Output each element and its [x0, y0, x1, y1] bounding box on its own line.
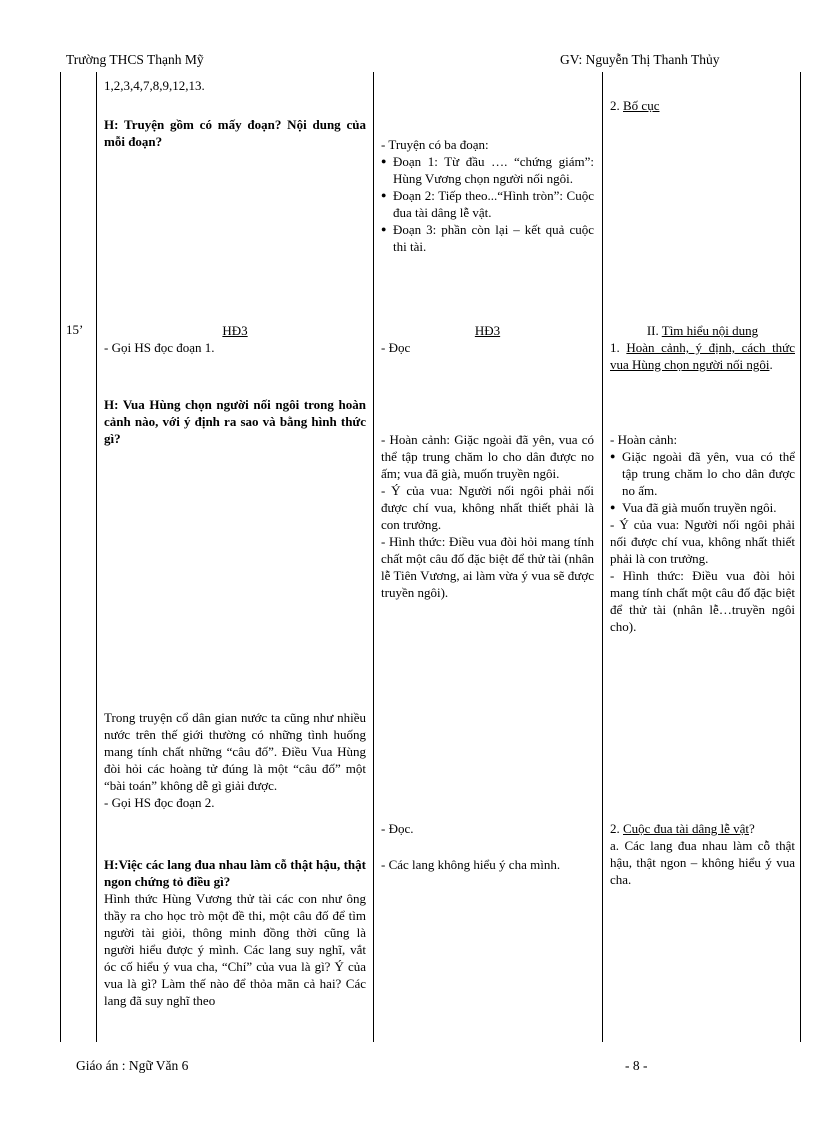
answer-intent: - Ý của vua: Người nối ngôi phải nối được chí vua, không nhất thiết phải là con trưởng.	[381, 483, 594, 532]
structure-bullet-2: ● Đoạn 2: Tiếp theo...“Hình tròn”: Cuộc đua tài dâng lễ vật.	[381, 187, 594, 221]
sub-2a: a. Các lang đua nhau làm cỗ thật hậu, thật ngon – không hiểu ý vua cha.	[610, 838, 795, 887]
table-border-left	[60, 72, 61, 1042]
student-activity	[381, 322, 594, 356]
table-divider-1	[96, 72, 97, 1042]
teacher-line-top: 1,2,3,4,7,8,9,12,13.	[104, 78, 205, 93]
circumstance-bullet-1: ● Giặc ngoài đã yên, vua có thể tập trung chăm lo cho dân được no ấm.	[610, 448, 795, 499]
answer-form: - Hình thức: Điều vua đòi hỏi mang tính chất một câu đố đặc biệt để thử tài (nhân lễ Tiên Vương, ai làm vừa ý vua sẽ được truyền ngôi).	[381, 534, 594, 600]
table-border-right	[800, 72, 801, 1042]
table-divider-2	[373, 72, 374, 1042]
student-answer-competition: - Các lang không hiểu ý cha mình.	[381, 857, 561, 872]
content-intent: - Ý của vua: Người nối ngôi phải nối được chí vua, không nhất thiết phải là con trưởng.	[610, 517, 795, 566]
question-competition: H:Việc các lang đua nhau làm cỗ thật hậu, thật ngon chứng tỏ điều gì?	[104, 857, 366, 889]
content-section-title: II. Tìm hiểu nội dung	[646, 323, 759, 338]
structure-bullets	[381, 153, 594, 255]
circumstance-bullet-2: ● Vua đã già muốn truyền ngôi.	[610, 499, 795, 516]
content-sub-1: 1. Hoàn cảnh, ý định, cách thức vua Hùng chọn người nối ngôi.	[610, 340, 795, 372]
content-circumstance	[610, 431, 795, 635]
sub-1-text: Hoàn cảnh, ý định, cách thức vua Hùng chọn người nối ngôi	[610, 340, 795, 372]
teacher-activity	[104, 322, 366, 356]
teacher-question-2-block	[104, 856, 366, 1009]
table-divider-3	[602, 72, 603, 1042]
circumstance-label: - Hoàn cảnh:	[610, 432, 678, 447]
circumstance-bullets	[610, 448, 795, 516]
student-activity-title: HĐ3	[474, 323, 501, 338]
header-teacher: GV: Nguyễn Thị Thanh Thủy	[560, 52, 720, 67]
sub-2-heading: 2. Cuộc đua tài dâng lễ vật?	[610, 821, 755, 836]
content-sub-2	[610, 820, 795, 888]
question-circumstance: H: Vua Hùng chọn người nối ngôi trong hoàn cảnh nào, với ý định ra sao và bằng hình thức gì?	[104, 397, 366, 446]
footer-page-number: - 8 -	[625, 1058, 648, 1073]
teacher-activity-title: HĐ3	[222, 323, 248, 338]
teacher-instruction-2: - Gọi HS đọc đoạn 2.	[104, 795, 215, 810]
sub-2-text: Cuộc đua tài dâng lễ vật	[623, 821, 749, 836]
answer-circumstance: - Hoàn cảnh: Giặc ngoài đã yên, vua có thể tập trung chăm lo cho dân được no ấm; vua đã già, muốn truyền ngôi.	[381, 432, 594, 481]
footer-subject: Giáo án : Ngữ Văn 6	[76, 1058, 189, 1073]
content-form: - Hình thức: Điều vua đòi hỏi mang tính chất một câu đố đặc biệt để thử tài (nhân lễ…truyền ngôi cho).	[610, 568, 795, 634]
teacher-commentary	[104, 709, 366, 811]
commentary-2: Hình thức Hùng Vương thử tài các con như ông thầy ra cho học trò một đề thi, một câu đố để tìm người tài giỏi, thông minh đồng thời cũng là người hiểu được ý mình. Các lang suy nghĩ, vắt óc cố hiểu ý vua cha, “Chí” của vua là gì? Ý của vua là gì? Làm thế nào để thỏa mãn cả hai? Các lang đã suy nghĩ theo	[104, 891, 366, 1008]
question-structure: H: Truyện gồm có mấy đoạn? Nội dung của mỗi đoạn?	[104, 117, 366, 149]
commentary-1: Trong truyện cổ dân gian nước ta cũng như nhiều nước trên thế giới thường có những tình huống mang tính chất những “câu đố”. Điều Vua Hùng đòi hỏi các hoàng tử đúng là một “câu đố” một “bài toán” không dễ gì giải được.	[104, 710, 366, 793]
structure-bullet-1: ● Đoạn 1: Từ đầu …. “chứng giám”: Hùng Vương chọn người nối ngôi.	[381, 153, 594, 187]
student-read-2: - Đọc.	[381, 821, 414, 836]
section-title-text: Tìm hiểu nội dung	[661, 323, 759, 338]
structure-bullet-3: ● Đoạn 3: phần còn lại – kết quả cuộc thi tài.	[381, 221, 594, 255]
header-school: Trường THCS Thạnh Mỹ	[66, 52, 204, 67]
content-heading-structure: 2. Bố cục	[610, 98, 660, 113]
teacher-instruction-1: - Gọi HS đọc đoạn 1.	[104, 340, 215, 355]
structure-heading-text: Bố cục	[623, 98, 660, 113]
structure-intro: - Truyện có ba đoạn:	[381, 137, 489, 152]
student-read-1: - Đọc	[381, 340, 411, 355]
time-label: 15’	[66, 322, 84, 337]
content-section-2	[610, 322, 795, 373]
student-answer-circumstance	[381, 431, 594, 601]
student-structure-answer	[381, 136, 594, 255]
